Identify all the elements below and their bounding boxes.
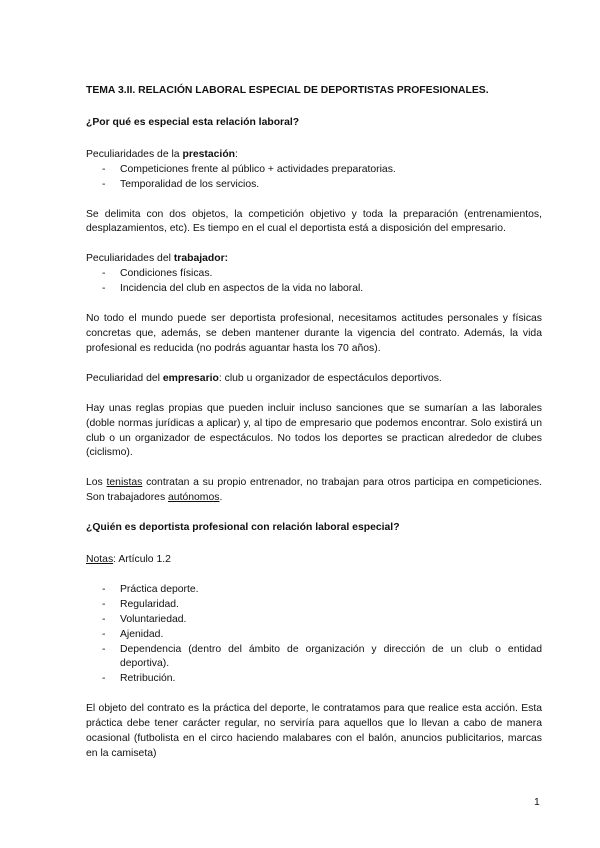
empresario-post: : club u organizador de espectáculos deportivos.	[218, 372, 442, 384]
section-heading-1: ¿Por qué es especial esta relación laboral?	[86, 116, 300, 128]
paragraph-objeto: El objeto del contrato es la práctica del deporte, le contratamos para que realice esta acción. Esta práctica debe tener carácter regular, no serviría para aquellos que lo llevan a cabo de manera ocasional (futbolista en el circo haciendo malabares con el balón, anuncios publicitarios, marcas en la camiseta)	[86, 703, 542, 759]
prestacion-list	[86, 163, 542, 193]
list-item: - Retribución.	[86, 672, 542, 687]
tenistas-underlined: tenistas	[106, 477, 143, 489]
notas-line	[86, 553, 542, 568]
autonomos-underlined: autónomos	[168, 492, 220, 504]
list-item: - Voluntariedad.	[86, 613, 542, 628]
trabajador-intro	[86, 252, 542, 267]
list-item: - Regularidad.	[86, 598, 542, 613]
list-item: - Incidencia del club en aspectos de la vida no laboral.	[86, 282, 542, 297]
list-item: - Temporalidad de los servicios.	[86, 178, 542, 193]
empresario-line	[86, 372, 542, 387]
prestacion-post: :	[235, 148, 238, 160]
list-item: - Ajenidad.	[86, 628, 542, 643]
list-item: - Condiciones físicas.	[86, 267, 542, 282]
paragraph-tenistas	[86, 476, 542, 506]
empresario-pre: Peculiaridad del	[86, 372, 163, 384]
paragraph-reglas: Hay unas reglas propias que pueden incluir incluso sanciones que se sumarían a las laborales (doble normas jurídicas a aplicar) y, al tipo de empresario que podemos encontrar. Solo existirá un club o un organizador de espectáculos. No todos los deportes se practican alrededor de clubes (ciclismo).	[86, 402, 542, 459]
document-title: TEMA 3.II. RELACIÓN LABORAL ESPECIAL DE DEPORTISTAS PROFESIONALES.	[86, 85, 489, 96]
notas-label: Notas	[86, 554, 114, 566]
empresario-bold: empresario	[162, 372, 219, 384]
tenistas-post: .	[219, 492, 223, 504]
prestacion-bold: prestación	[182, 148, 236, 160]
tenistas-pre: Los	[86, 477, 107, 489]
prestacion-intro	[86, 148, 542, 163]
trabajador-bold: trabajador:	[173, 253, 229, 265]
prestacion-pre: Peculiaridades de la	[86, 148, 183, 160]
paragraph-notodo: No todo el mundo puede ser deportista profesional, necesitamos actitudes personales y físicas concretas que, además, se deben mantener durante la vigencia del contrato. Además, la vida profesional es reducida (no podrás aguantar hasta los 70 años).	[86, 313, 542, 354]
notas-list	[86, 583, 542, 687]
section-heading-2: ¿Quién es deportista profesional con relación laboral especial?	[86, 522, 400, 534]
notas-rest: : Artículo 1.2	[113, 554, 171, 566]
document-page	[86, 84, 542, 762]
list-item: - Competiciones frente al público + actividades preparatorias.	[86, 163, 542, 178]
paragraph-delimita: Se delimita con dos objetos, la competición objetivo y toda la preparación (entrenamientos, desplazamientos, etc). Es tiempo en el cual el deportista está a disposición del empresario.	[86, 208, 542, 235]
trabajador-pre: Peculiaridades del	[86, 253, 174, 265]
trabajador-list	[86, 267, 542, 297]
tenistas-mid: contratan a su propio entrenador, no trabajan para otros participa en competiciones. Son trabajadores	[86, 477, 542, 504]
page-number: 1	[534, 797, 540, 808]
list-item: - Dependencia (dentro del ámbito de organización y dirección de un club o entidad deportiva).	[86, 643, 542, 673]
list-item: - Práctica deporte.	[86, 583, 542, 598]
